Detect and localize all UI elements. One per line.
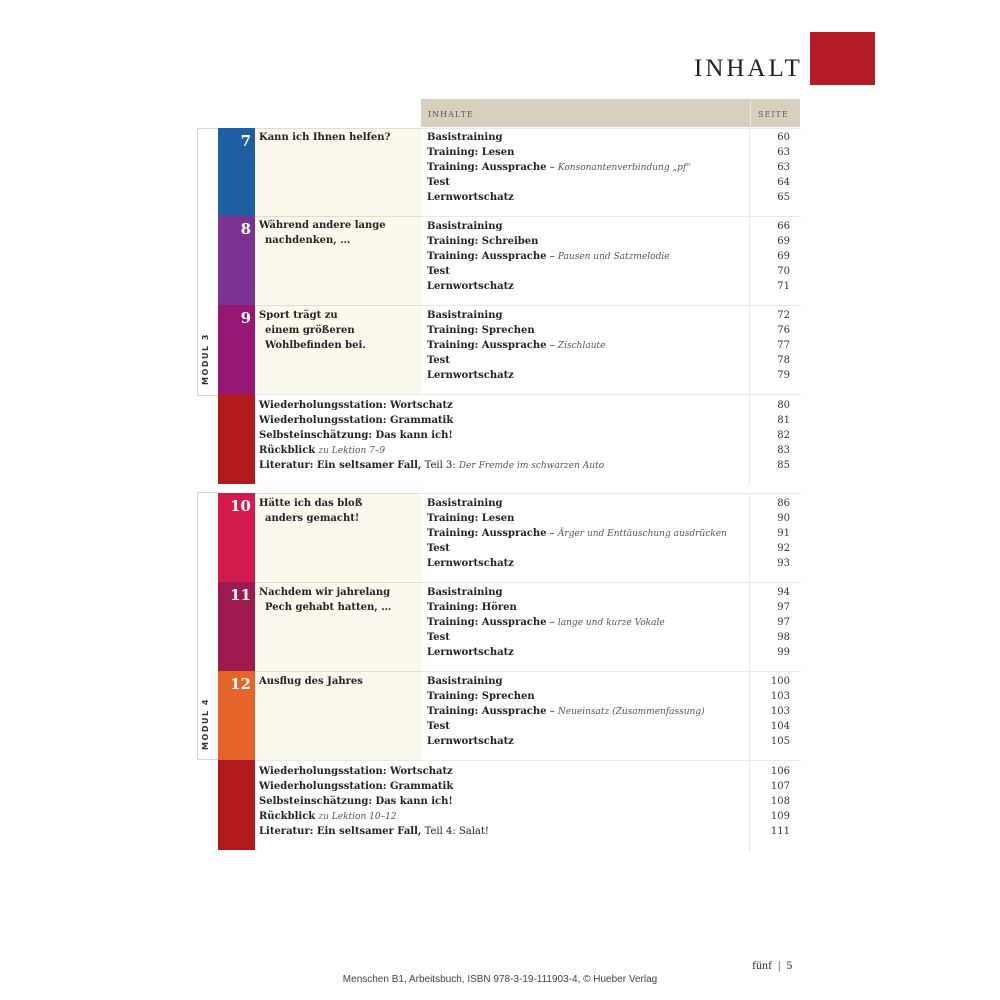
content-item: Basistraining: [427, 132, 503, 143]
page-number: 91: [777, 528, 790, 539]
content-item: Basistraining: [427, 310, 503, 321]
page-number: 71: [777, 281, 790, 292]
lesson-title: nachdenken, …: [265, 235, 351, 246]
lesson-row: [218, 305, 800, 394]
page-number: 79: [777, 370, 790, 381]
page-number: 70: [777, 266, 790, 277]
content-item: Training: Lesen: [427, 513, 515, 524]
page-number: 69: [777, 236, 790, 247]
page-title: INHALT: [694, 55, 803, 82]
content-item: Training: Aussprache – Pausen und Satzmelodie: [427, 251, 670, 262]
content-item: Lernwortschatz: [427, 192, 514, 203]
review-row: [218, 760, 800, 850]
page-number: 97: [777, 602, 790, 613]
title-color-block: [810, 32, 875, 85]
page-number: 69: [777, 251, 790, 262]
content-item: Training: Hören: [427, 602, 517, 613]
content-item: Test: [427, 632, 450, 643]
page-number: 64: [777, 177, 790, 188]
content-item: Lernwortschatz: [427, 736, 514, 747]
page-number: 100: [770, 676, 790, 687]
content-item: Training: Lesen: [427, 147, 515, 158]
page-number: 60: [777, 132, 790, 143]
content-item: Wiederholungsstation: Grammatik: [259, 415, 454, 426]
content-item: Basistraining: [427, 221, 503, 232]
page-number: 78: [777, 355, 790, 366]
review-color-bar: [218, 760, 255, 850]
content-item: Test: [427, 721, 450, 732]
lesson-title: einem größeren: [265, 325, 355, 336]
page-word: fünf: [752, 958, 772, 972]
content-item: Training: Aussprache – Neueinsatz (Zusammenfassung): [427, 706, 705, 717]
page-number: 86: [777, 498, 790, 509]
page-number: 90: [777, 513, 790, 524]
page-number: 103: [770, 691, 790, 702]
page-number: 105: [770, 736, 790, 747]
content-item: Training: Aussprache – lange und kurze Vokale: [427, 617, 665, 628]
page-number: 107: [770, 781, 790, 792]
content-item: Lernwortschatz: [427, 647, 514, 658]
column-header-seite: SEITE: [758, 110, 789, 119]
publisher-line: Menschen B1, Arbeitsbuch, ISBN 978-3-19-111903-4, © Hueber Verlag: [342, 974, 658, 985]
lesson-row: [218, 671, 800, 760]
page-number: 104: [770, 721, 790, 732]
content-item: Training: Aussprache – Konsonantenverbindung „pf“: [427, 162, 691, 173]
content-item: Literatur: Ein seltsamer Fall, Teil 4: Salat!: [259, 826, 489, 837]
lesson-row: [218, 493, 800, 582]
lesson-title: Sport trägt zu: [259, 310, 338, 321]
page-number: 97: [777, 617, 790, 628]
lesson-number: 7: [240, 132, 251, 150]
page-number: 65: [777, 192, 790, 203]
page-number: 99: [777, 647, 790, 658]
review-row: [218, 394, 800, 484]
content-item: Training: Sprechen: [427, 691, 535, 702]
page-number: 77: [777, 340, 790, 351]
lesson-title: Ausflug des Jahres: [259, 676, 363, 687]
page-number: 63: [777, 147, 790, 158]
content-item: Selbsteinschätzung: Das kann ich!: [259, 430, 453, 441]
footer-separator: |: [778, 958, 781, 972]
page-numeral: 5: [786, 958, 793, 972]
table-header-bar: [421, 99, 800, 127]
page-footer-number: [752, 958, 792, 973]
content-item: Test: [427, 177, 450, 188]
lesson-title: Nachdem wir jahrelang: [259, 587, 391, 598]
content-item: Wiederholungsstation: Wortschatz: [259, 400, 453, 411]
content-item: Wiederholungsstation: Wortschatz: [259, 766, 453, 777]
content-item: Basistraining: [427, 587, 503, 598]
page-number: 63: [777, 162, 790, 173]
lesson-title: Kann ich Ihnen helfen?: [259, 132, 391, 143]
page-number: 106: [770, 766, 790, 777]
content-item: Rückblick zu Lektion 10–12: [259, 811, 397, 822]
page-number: 109: [770, 811, 790, 822]
content-item: Test: [427, 355, 450, 366]
lesson-title: Während andere lange: [259, 220, 386, 231]
lesson-number: 9: [240, 309, 251, 327]
content-item: Rückblick zu Lektion 7–9: [259, 445, 386, 456]
page-number: 92: [777, 543, 790, 554]
lesson-number: 8: [240, 220, 251, 238]
lesson-row: [218, 216, 800, 305]
content-item: Training: Schreiben: [427, 236, 539, 247]
lesson-row: [218, 582, 800, 671]
lesson-title: Hätte ich das bloß: [259, 498, 363, 509]
page-number: 111: [770, 826, 790, 837]
table-header-separator: [750, 99, 751, 127]
lesson-number: 10: [230, 497, 251, 515]
page-number: 94: [777, 587, 790, 598]
page-number: 83: [777, 445, 790, 456]
content-item: Lernwortschatz: [427, 281, 514, 292]
module-4-label: MODUL 4: [201, 698, 210, 750]
content-item: Basistraining: [427, 676, 503, 687]
content-item: Test: [427, 266, 450, 277]
content-item: Selbsteinschätzung: Das kann ich!: [259, 796, 453, 807]
page-number: 103: [770, 706, 790, 717]
content-item: Training: Aussprache – Ärger und Enttäuschung ausdrücken: [427, 528, 727, 539]
page-number: 80: [777, 400, 790, 411]
lesson-row: [218, 128, 800, 216]
content-item: Basistraining: [427, 498, 503, 509]
page-number: 108: [770, 796, 790, 807]
content-item: Training: Aussprache – Zischlaute: [427, 340, 606, 351]
page-number: 85: [777, 460, 790, 471]
content-item: Lernwortschatz: [427, 370, 514, 381]
content-item: Wiederholungsstation: Grammatik: [259, 781, 454, 792]
content-item: Lernwortschatz: [427, 558, 514, 569]
lesson-title: Pech gehabt hatten, …: [265, 602, 392, 613]
lesson-title: Wohlbefinden bei.: [265, 340, 366, 351]
lesson-title: anders gemacht!: [265, 513, 360, 524]
page-number: 82: [777, 430, 790, 441]
lesson-number: 11: [230, 586, 251, 604]
content-item: Literatur: Ein seltsamer Fall, Teil 3: Der Fremde im schwarzen Auto: [259, 460, 605, 471]
review-color-bar: [218, 394, 255, 484]
lesson-number: 12: [230, 675, 251, 693]
page-number: 98: [777, 632, 790, 643]
page-number: 66: [777, 221, 790, 232]
column-header-inhalte: INHALTE: [428, 110, 474, 119]
page-number: 76: [777, 325, 790, 336]
page-number: 93: [777, 558, 790, 569]
module-3-label: MODUL 3: [201, 333, 210, 385]
content-item: Training: Sprechen: [427, 325, 535, 336]
page-number: 72: [777, 310, 790, 321]
page-number: 81: [777, 415, 790, 426]
content-item: Test: [427, 543, 450, 554]
